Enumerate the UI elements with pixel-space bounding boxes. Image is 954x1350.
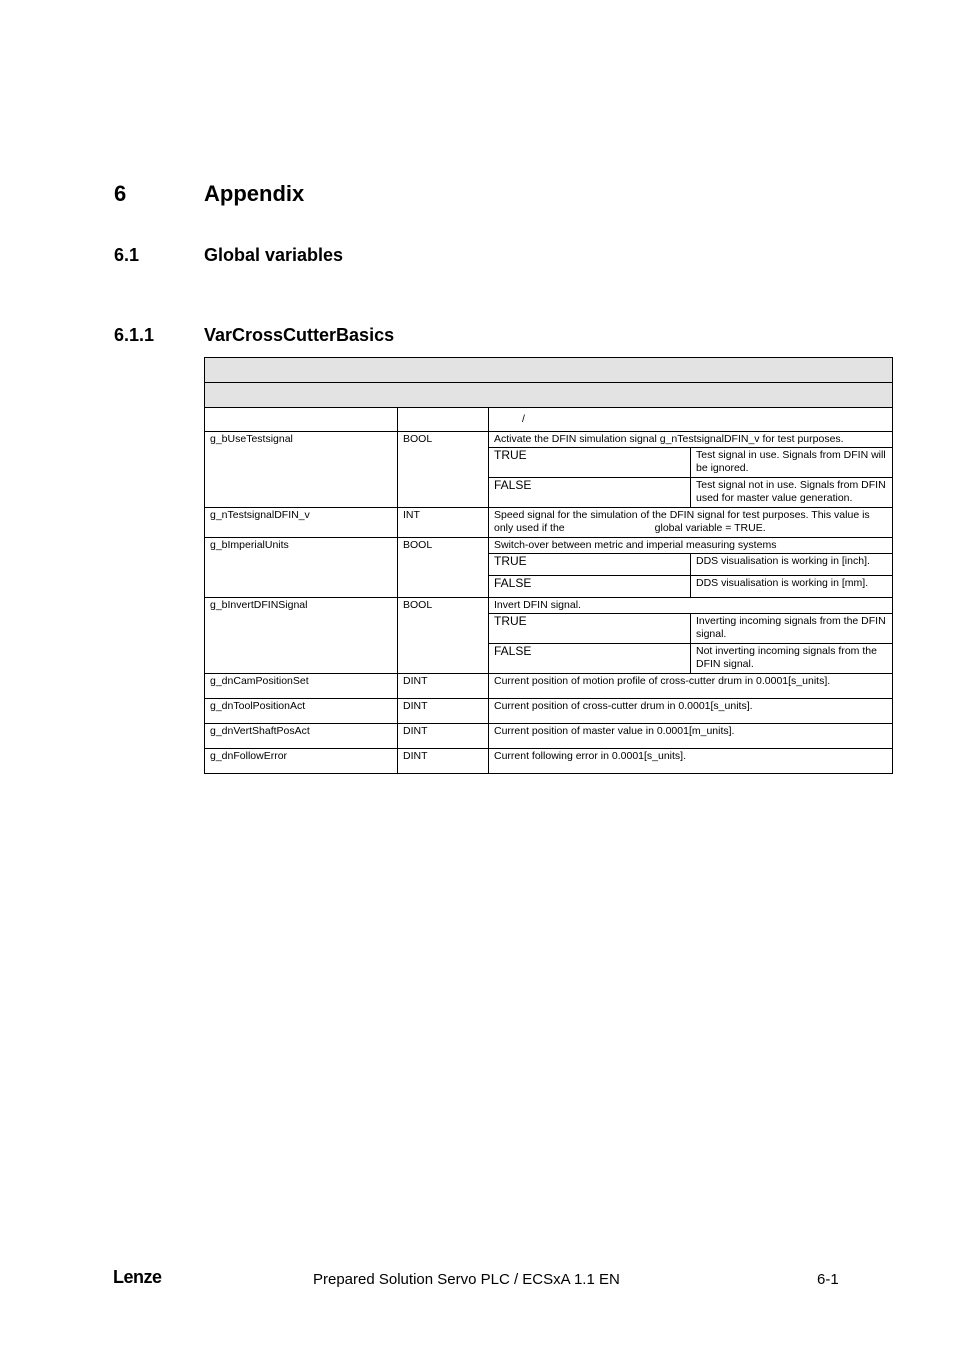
header-fragment: / [522,413,525,425]
table-row [205,538,893,554]
var-description: Current position of motion profile of cross-cutter drum in 0.0001[s_units]. [489,674,893,699]
header-cell-name [205,408,398,432]
var-name: g_bInvertDFINSignal [205,598,398,674]
description-line [494,522,887,535]
table-row [205,432,893,448]
var-type: INT [398,508,489,538]
table-row [205,749,893,774]
var-name: g_dnVertShaftPosAct [205,724,398,749]
table-row [205,724,893,749]
value-cell: TRUE [489,554,691,576]
var-type: DINT [398,699,489,724]
var-type: DINT [398,674,489,699]
var-name: g_bUseTestsignal [205,432,398,508]
var-description: Activate the DFIN simulation signal g_nTestsignalDFIN_v for test purposes. [489,432,893,448]
value-meaning: DDS visualisation is working in [mm]. [691,576,893,598]
var-description: Current position of cross-cutter drum in 0.0001[s_units]. [489,699,893,724]
value-meaning: Not inverting incoming signals from the DFIN signal. [691,644,893,674]
footer-title: Prepared Solution Servo PLC / ECSxA 1.1 EN [313,1271,620,1288]
var-name: g_dnToolPositionAct [205,699,398,724]
header-cell-type [398,408,489,432]
var-description: Current position of master value in 0.0001[m_units]. [489,724,893,749]
description-part: global variable = TRUE. [654,522,766,534]
table-subtitle-band [205,383,893,408]
value-meaning: Inverting incoming signals from the DFIN signal. [691,614,893,644]
description-line: Speed signal for the simulation of the DFIN signal for test purposes. This value is [494,509,870,521]
header-cell-description [489,408,893,432]
var-description: Switch-over between metric and imperial measuring systems [489,538,893,554]
description-part: only used if the [494,522,565,534]
chapter-number: 6 [114,181,127,206]
var-name: g_bImperialUnits [205,538,398,598]
var-type: BOOL [398,538,489,598]
var-type: BOOL [398,432,489,508]
value-cell: FALSE [489,478,691,508]
section-number: 6.1 [114,245,140,265]
global-variables-table [204,357,893,774]
table-row [205,699,893,724]
var-name: g_dnCamPositionSet [205,674,398,699]
value-meaning: DDS visualisation is working in [inch]. [691,554,893,576]
table-title-band [205,358,893,383]
value-meaning: Test signal in use. Signals from DFIN will be ignored. [691,448,893,478]
chapter-title: Appendix [204,181,305,206]
value-cell: FALSE [489,576,691,598]
table-row [205,598,893,614]
subsection-number: 6.1.1 [114,325,155,345]
table-row [205,508,893,538]
table-row [205,674,893,699]
value-cell: TRUE [489,448,691,478]
lenze-logo: Lenze [113,1267,162,1287]
var-description: Current following error in 0.0001[s_units]. [489,749,893,774]
var-type: DINT [398,749,489,774]
var-type: BOOL [398,598,489,674]
var-name: g_dnFollowError [205,749,398,774]
var-type: DINT [398,724,489,749]
value-cell: TRUE [489,614,691,644]
var-name: g_nTestsignalDFIN_v [205,508,398,538]
page-number: 6-1 [817,1271,839,1288]
table-header-row [205,408,893,432]
subsection-title: VarCrossCutterBasics [204,325,395,345]
value-meaning: Test signal not in use. Signals from DFIN used for master value generation. [691,478,893,508]
section-title: Global variables [204,245,344,265]
value-cell: FALSE [489,644,691,674]
var-description [489,508,893,538]
var-description: Invert DFIN signal. [489,598,893,614]
